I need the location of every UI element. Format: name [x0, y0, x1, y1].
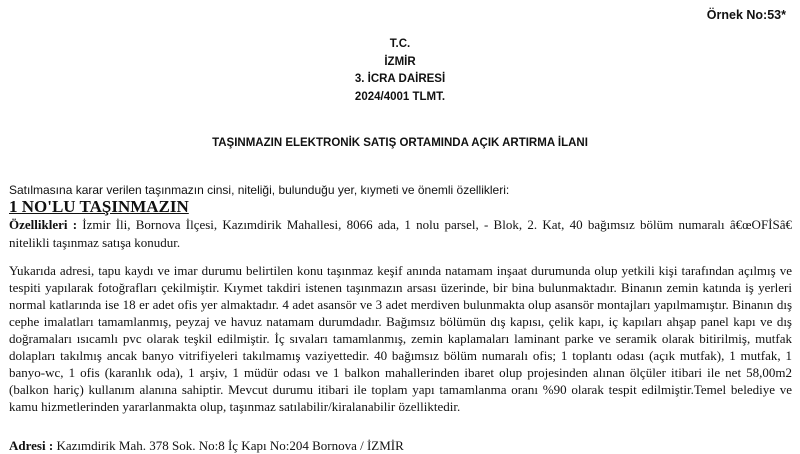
- notice-title: TAŞINMAZIN ELEKTRONİK SATIŞ ORTAMINDA AÇIK ARTIRMA İLANI: [212, 137, 588, 149]
- property-features: [9, 216, 792, 251]
- document-header: [0, 36, 800, 106]
- sample-number: Örnek No:53*: [706, 8, 786, 22]
- header-city: İZMİR: [384, 55, 416, 68]
- intro-text: Satılmasına karar verilen taşınmazın cinsi, niteliği, bulunduğu yer, kıymeti ve önemli özellikleri:: [9, 183, 510, 197]
- property-address: [9, 437, 792, 454]
- header-office: 3. İCRA DAİRESİ: [354, 73, 446, 85]
- features-text: İzmir İli, Bornova İlçesi, Kazımdirik Mahallesi, 8066 ada, 1 nolu parsel, - Blok, 2. Kat, 40 bağımsız bölüm numaralı â€œOFİSâ€ nitelikli taşınmaz satışa konudur.: [9, 217, 793, 250]
- property-heading: 1 NO'LU TAŞINMAZIN: [9, 197, 189, 216]
- header-file-number: 2024/4001 TLMT.: [354, 90, 446, 103]
- property-description: Yukarıda adresi, tapu kaydı ve imar durumu belirtilen konu taşınmaz keşif anında natamam inşaat durumunda olup yetkili kişi tarafından açılmış ve tespiti yapılarak fotoğrafları çekilmiştir. Kıymet takdiri istenen taşınmazın arsası üzerinde, bir bina bulunmaktadır. Binanın zemin katında iş yerleri normal katlarında ise 18 er adet ofis yer almaktadır. 4 adet asansör ve 3 adet merdiven bulunmakta olup asansör montajları yapılmamıştır. Binanın dış cephe imalatları tamamlanmış, peyzaj ve havuz natamam durumdadır. Bağımsız bölümün dış kapısı, çelik kapı, iç kapıları ahşap panel kapı ve dış doğramaları ısıcamlı pvc olarak teşkil edilmiştir. İç sıvaları tamamlanmış, zemin kaplamaları laminant parke ve seramik olarak bitirilmiş, mutfak dolapları takılmış ancak banyo vitrifiyeleri takılmamış vaziyettedir. 40 bağımsız bölüm numaralı ofis; 1 toplantı odası (açık mutfak), 1 mutfak, 1 banyo-wc, 1 ofis (karanlık oda), 1 arşiv, 1 müdür odası ve 1 balkon mahallerinden ibaret olup projesinden alınan ölçüler itibari ile net 58,00m2 (balkon hariç) kullanım alanına sahiptir. Mevcut durumu itibari ile toplam yapı tamamlanma oranı %90 olarak tespit edilmiştir.Temel belediye ve kamu hizmetlerinden yararlanmakta olup, taşınmaz satılabilir/kiralanabilir özelliktedir.: [9, 263, 792, 414]
- address-text: Kazımdirik Mah. 378 Sok. No:8 İç Kapı No:204 Bornova / İZMİR: [53, 438, 404, 453]
- header-country: T.C.: [389, 38, 411, 50]
- features-label: Özellikleri :: [9, 217, 78, 232]
- address-label: Adresi :: [9, 438, 54, 453]
